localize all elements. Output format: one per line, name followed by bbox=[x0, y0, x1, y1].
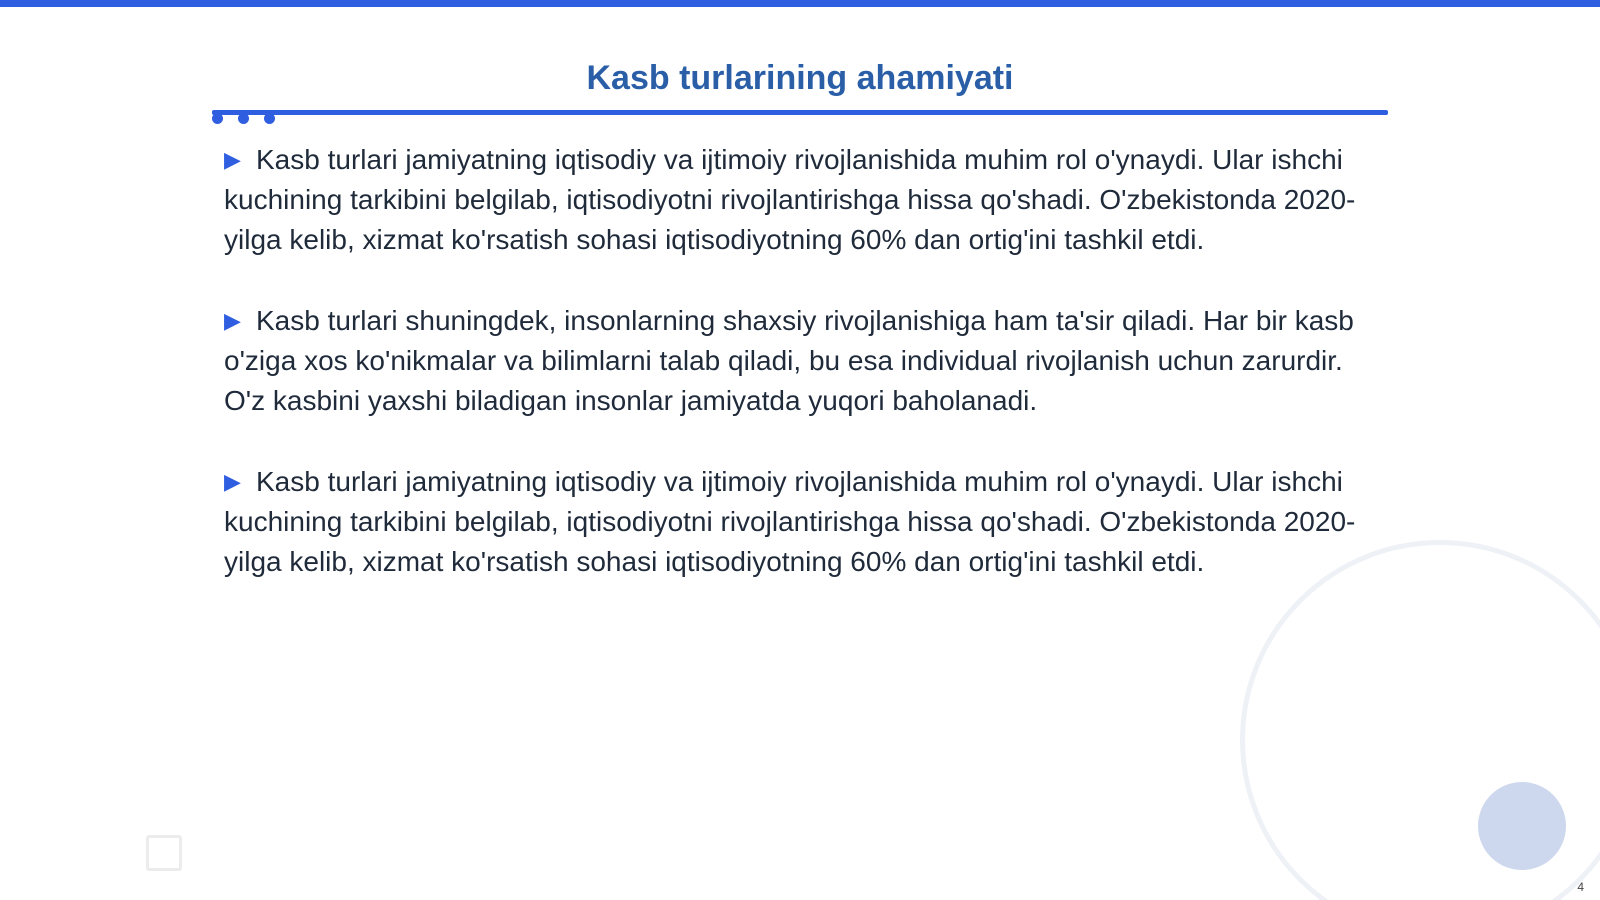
decorative-circle bbox=[1478, 782, 1566, 870]
title-underline bbox=[212, 110, 1388, 115]
bullet-arrow-icon: ▶ bbox=[224, 147, 241, 172]
underline-dot-2 bbox=[238, 113, 249, 124]
top-accent-bar bbox=[0, 0, 1600, 7]
underline-dot-1 bbox=[212, 113, 223, 124]
slide-body bbox=[224, 140, 1364, 623]
decorative-square bbox=[146, 835, 182, 871]
underline-dot-3 bbox=[264, 113, 275, 124]
page-number: 4 bbox=[1577, 880, 1584, 894]
slide-title: Kasb turlarining ahamiyati bbox=[586, 59, 1014, 97]
bullet-arrow-icon: ▶ bbox=[224, 469, 241, 494]
paragraph-text: Kasb turlari jamiyatning iqtisodiy va ijtimoiy rivojlanishida muhim rol o'ynaydi. Ular ishchi kuchining tarkibini belgilab, iqtisodiyotni rivojlantirishga hissa qo'shadi. O'zbekistonda 2020-yilga kelib, xizmat ko'rsatish sohasi iqtisodiyotning 60% dan ortig'ini tashkil etdi. bbox=[224, 144, 1356, 255]
paragraph-3 bbox=[224, 462, 1364, 582]
paragraph-1 bbox=[224, 140, 1364, 260]
paragraph-2 bbox=[224, 301, 1364, 421]
bullet-arrow-icon: ▶ bbox=[224, 308, 241, 333]
paragraph-text: Kasb turlari jamiyatning iqtisodiy va ijtimoiy rivojlanishida muhim rol o'ynaydi. Ular ishchi kuchining tarkibini belgilab, iqtisodiyotni rivojlantirishga hissa qo'shadi. O'zbekistonda 2020-yilga kelib, xizmat ko'rsatish sohasi iqtisodiyotning 60% dan ortig'ini tashkil etdi. bbox=[224, 466, 1356, 577]
paragraph-text: Kasb turlari shuningdek, insonlarning shaxsiy rivojlanishiga ham ta'sir qiladi. Har bir kasb o'ziga xos ko'nikmalar va bilimlarni talab qiladi, bu esa individual rivojlanish uchun zarurdir. O'z kasbini yaxshi biladigan insonlar jamiyatda yuqori baholanadi. bbox=[224, 305, 1354, 416]
